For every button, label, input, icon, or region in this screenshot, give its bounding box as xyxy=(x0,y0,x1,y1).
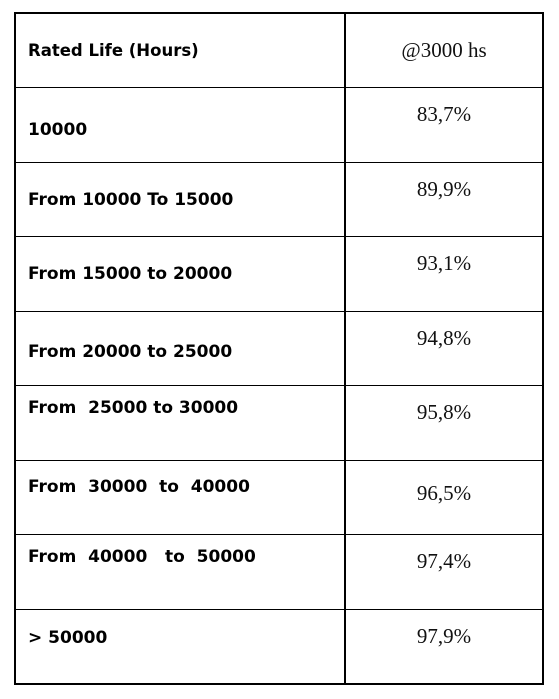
table-header-row xyxy=(16,14,542,88)
percentage-cell: 93,1% xyxy=(416,251,472,276)
percentage-cell: 96,5% xyxy=(416,480,472,505)
rated-life-cell: From 25000 to 30000 xyxy=(16,386,346,459)
table-row xyxy=(16,610,542,683)
rated-life-cell: > 50000 xyxy=(16,610,346,683)
table-row xyxy=(16,88,542,162)
percentage-cell: 97,9% xyxy=(416,623,472,648)
rated-life-cell: From 40000 to 50000 xyxy=(16,535,346,608)
table-row xyxy=(16,312,542,386)
percentage-cell: 94,8% xyxy=(416,325,472,350)
table-row xyxy=(16,163,542,237)
rated-life-table xyxy=(14,12,544,685)
percentage-cell: 97,4% xyxy=(416,549,472,574)
percentage-cell: 89,9% xyxy=(416,176,472,201)
rated-life-cell: From 10000 To 15000 xyxy=(16,163,346,236)
rated-life-cell: 10000 xyxy=(16,88,346,161)
rated-life-cell: From 30000 to 40000 xyxy=(16,461,346,534)
table-row xyxy=(16,237,542,311)
table-row xyxy=(16,461,542,535)
percentage-cell: 95,8% xyxy=(416,400,472,425)
header-rated-life: Rated Life (Hours) xyxy=(16,14,346,87)
table-row xyxy=(16,386,542,460)
rated-life-cell: From 20000 to 25000 xyxy=(16,312,346,385)
percentage-cell: 83,7% xyxy=(416,102,472,127)
header-at-3000-hs: @3000 hs xyxy=(401,38,487,63)
rated-life-cell: From 15000 to 20000 xyxy=(16,237,346,310)
table-row xyxy=(16,535,542,609)
